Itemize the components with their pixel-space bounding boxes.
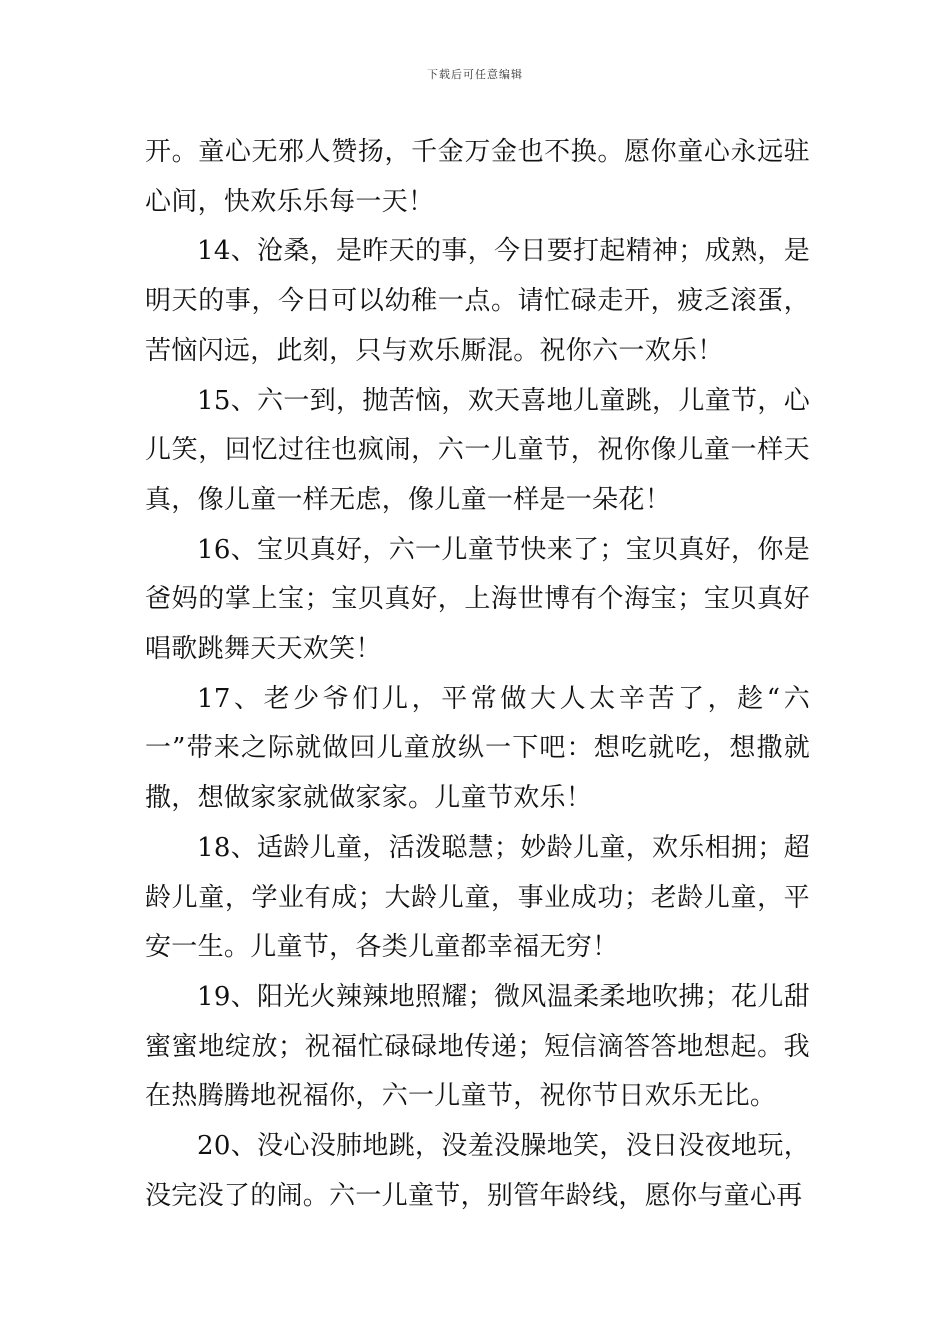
paragraph-18: 18、适龄儿童，活泼聪慧；妙龄儿童，欢乐相拥；超龄儿童，学业有成；大龄儿童，事业成功；老龄儿童，平安一生。儿童节，各类儿童都幸福无穷！ <box>145 832 810 963</box>
document-body <box>145 128 810 1221</box>
paragraph-continuation: 开。童心无邪人赞扬，千金万金也不换。愿你童心永远驻心间，快欢乐乐每一天！ <box>145 137 810 217</box>
page-header-note: 下载后可任意编辑 <box>427 68 523 81</box>
paragraph-20: 20、没心没肺地跳，没羞没臊地笑，没日没夜地玩，没完没了的闹。六一儿童节，别管年龄线，愿你与童心再 <box>145 1131 810 1211</box>
paragraph-16: 16、宝贝真好，六一儿童节快来了；宝贝真好，你是爸妈的掌上宝；宝贝真好，上海世博有个海宝；宝贝真好唱歌跳舞天天欢笑！ <box>145 534 810 665</box>
paragraph-15: 15、六一到，抛苦恼，欢天喜地儿童跳，儿童节，心儿笑，回忆过往也疯闹，六一儿童节，祝你像儿童一样天真，像儿童一样无虑，像儿童一样是一朵花！ <box>145 385 810 515</box>
paragraph-19: 19、阳光火辣辣地照耀；微风温柔柔地吹拂；花儿甜蜜蜜地绽放；祝福忙碌碌地传递；短信滴答答地想起。我在热腾腾地祝福你，六一儿童节，祝你节日欢乐无比。 <box>145 981 810 1112</box>
paragraph-17: 17、老少爷们儿，平常做大人太辛苦了，趁“六一”带来之际就做回儿童放纵一下吧：想吃就吃，想撒就撒，想做家家就做家家。儿童节欢乐！ <box>145 683 810 814</box>
paragraph-14: 14、沧桑，是昨天的事，今日要打起精神；成熟，是明天的事，今日可以幼稚一点。请忙碌走开，疲乏滚蛋，苦恼闪远，此刻，只与欢乐厮混。祝你六一欢乐！ <box>145 236 810 366</box>
